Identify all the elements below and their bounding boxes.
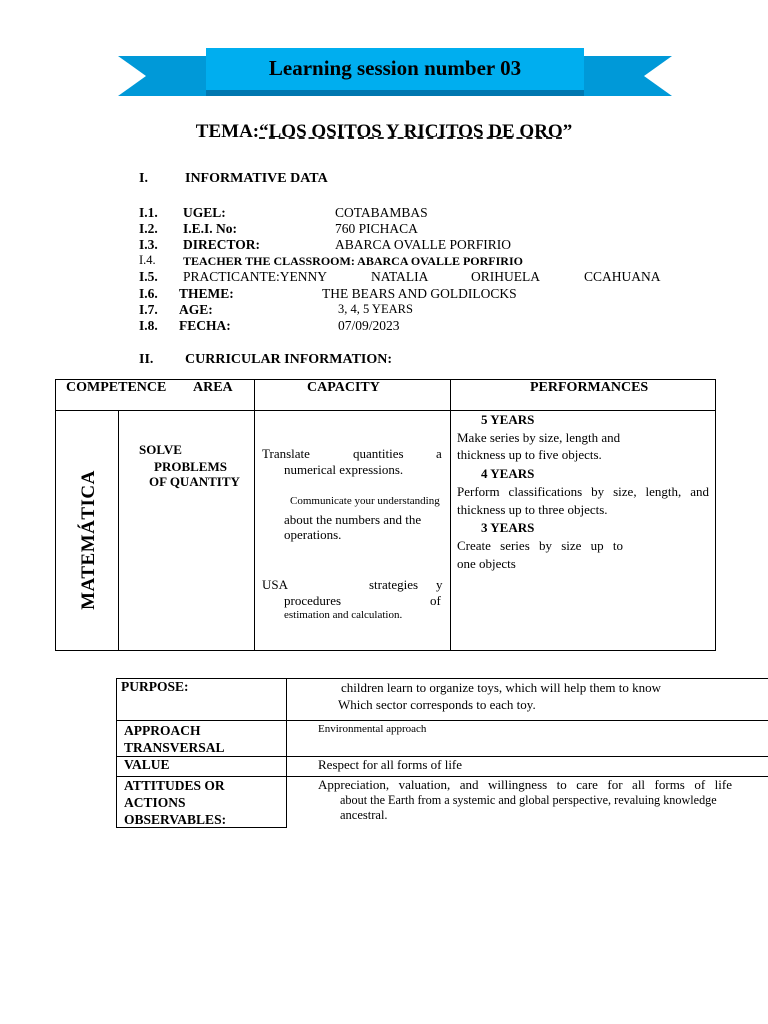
purpose-line: children learn to organize toys, which will help them to know bbox=[341, 680, 661, 695]
competence-line: SOLVE bbox=[139, 442, 182, 457]
capacity-item: USA bbox=[262, 577, 289, 592]
info-value: 3, 4, 5 YEARS bbox=[338, 302, 413, 316]
info-number: I.3. bbox=[139, 237, 158, 252]
section2-title: CURRICULAR INFORMATION: bbox=[185, 352, 393, 367]
performance-line: Perform classifications by size, length, and bbox=[457, 484, 709, 499]
info-label: FECHA: bbox=[179, 318, 231, 333]
info-word: ORIHUELA bbox=[471, 269, 540, 284]
title-banner bbox=[118, 44, 672, 104]
approach-label: APPROACH TRANSVERSAL bbox=[124, 723, 225, 755]
capacity-word: quantities bbox=[353, 446, 404, 461]
info-value: THE BEARS AND GOLDILOCKS bbox=[322, 286, 517, 301]
performance-line: thickness up to three objects. bbox=[457, 502, 608, 517]
tema-prefix: TEMA: bbox=[195, 121, 260, 142]
info-label: I.E.I. No: bbox=[183, 221, 238, 236]
header-performances: PERFORMANCES bbox=[530, 380, 649, 395]
info-label: PRACTICANTE:YENNY bbox=[183, 269, 327, 284]
header-capacity: CAPACITY bbox=[307, 380, 380, 395]
info-number: I.2. bbox=[139, 221, 158, 236]
age-heading: 4 YEARS bbox=[481, 466, 535, 481]
attitudes-line: about the Earth from a systemic and global perspective, revaluing knowledge bbox=[340, 793, 717, 807]
area-text: MATEMÁTICA bbox=[78, 470, 100, 610]
performance-line: one objects bbox=[457, 556, 516, 571]
value-label: VALUE bbox=[124, 757, 170, 772]
capacity-word: a bbox=[436, 446, 442, 461]
info-number: I.8. bbox=[139, 318, 158, 333]
competence-line: PROBLEMS bbox=[154, 459, 227, 474]
info-number: I.7. bbox=[139, 302, 158, 317]
section1-number: I. bbox=[139, 171, 148, 186]
capacity-word: strategies bbox=[369, 577, 419, 592]
capacity-line: Communicate your understanding bbox=[290, 495, 440, 507]
capacity-word: procedures bbox=[284, 593, 342, 608]
capacity-word: of bbox=[430, 593, 441, 608]
header-competence: COMPETENCE bbox=[66, 380, 167, 395]
attitudes-label: ATTITUDES OR ACTIONS OBSERVABLES: bbox=[124, 778, 227, 827]
performance-line: Create series by size up to bbox=[457, 538, 623, 553]
capacity-word: y bbox=[436, 577, 443, 592]
info-number: I.5. bbox=[139, 269, 158, 284]
info-label: DIRECTOR: bbox=[183, 237, 261, 252]
info-label: AGE: bbox=[179, 302, 213, 317]
capacity-line: about the numbers and the bbox=[284, 512, 422, 527]
tema-title: “LOS OSITOS Y RICITOS DE ORO bbox=[259, 121, 563, 142]
section2-number: II. bbox=[139, 352, 154, 367]
info-value: 760 PICHACA bbox=[335, 221, 418, 236]
age-heading: 3 YEARS bbox=[481, 520, 535, 535]
capacity-item: Translate bbox=[262, 446, 310, 461]
capacity-line: estimation and calculation. bbox=[284, 609, 403, 621]
capacity-line: numerical expressions. bbox=[284, 462, 404, 477]
value-value: Respect for all forms of life bbox=[318, 757, 463, 772]
banner-title: Learning session number 03 bbox=[268, 56, 522, 80]
info-word: NATALIA bbox=[371, 269, 429, 284]
attitudes-line: Appreciation, valuation, and willingness to care for all forms of life bbox=[318, 777, 732, 792]
info-number: I.4. bbox=[139, 253, 156, 267]
performance-line: Make series by size, length and bbox=[457, 430, 621, 445]
info-label: UGEL: bbox=[183, 205, 226, 220]
info-value: 07/09/2023 bbox=[338, 318, 400, 333]
performance-line: thickness up to five objects. bbox=[457, 447, 602, 462]
info-value: COTABAMBAS bbox=[335, 205, 428, 220]
purpose-label: PURPOSE: bbox=[121, 679, 189, 694]
competence-line: OF QUANTITY bbox=[149, 474, 240, 489]
info-number: I.6. bbox=[139, 286, 158, 301]
competence-cell bbox=[139, 442, 240, 489]
info-label: THEME: bbox=[179, 286, 234, 301]
attitudes-line: ancestral. bbox=[340, 808, 388, 822]
header-area: AREA bbox=[193, 380, 233, 395]
info-row: I.1. bbox=[139, 205, 158, 220]
approach-value: Environmental approach bbox=[318, 723, 427, 735]
age-heading: 5 YEARS bbox=[481, 412, 535, 427]
info-label: TEACHER THE CLASSROOM: ABARCA OVALLE PORFIRIO bbox=[183, 254, 523, 268]
capacity-line: operations. bbox=[284, 527, 342, 542]
purpose-line: Which sector corresponds to each toy. bbox=[338, 697, 536, 712]
tema-suffix: ” bbox=[562, 121, 573, 142]
tema-heading bbox=[0, 121, 768, 143]
info-value: ABARCA OVALLE PORFIRIO bbox=[335, 237, 512, 252]
info-word: CCAHUANA bbox=[584, 269, 661, 284]
section1-title: INFORMATIVE DATA bbox=[185, 171, 328, 186]
area-label bbox=[64, 470, 114, 610]
